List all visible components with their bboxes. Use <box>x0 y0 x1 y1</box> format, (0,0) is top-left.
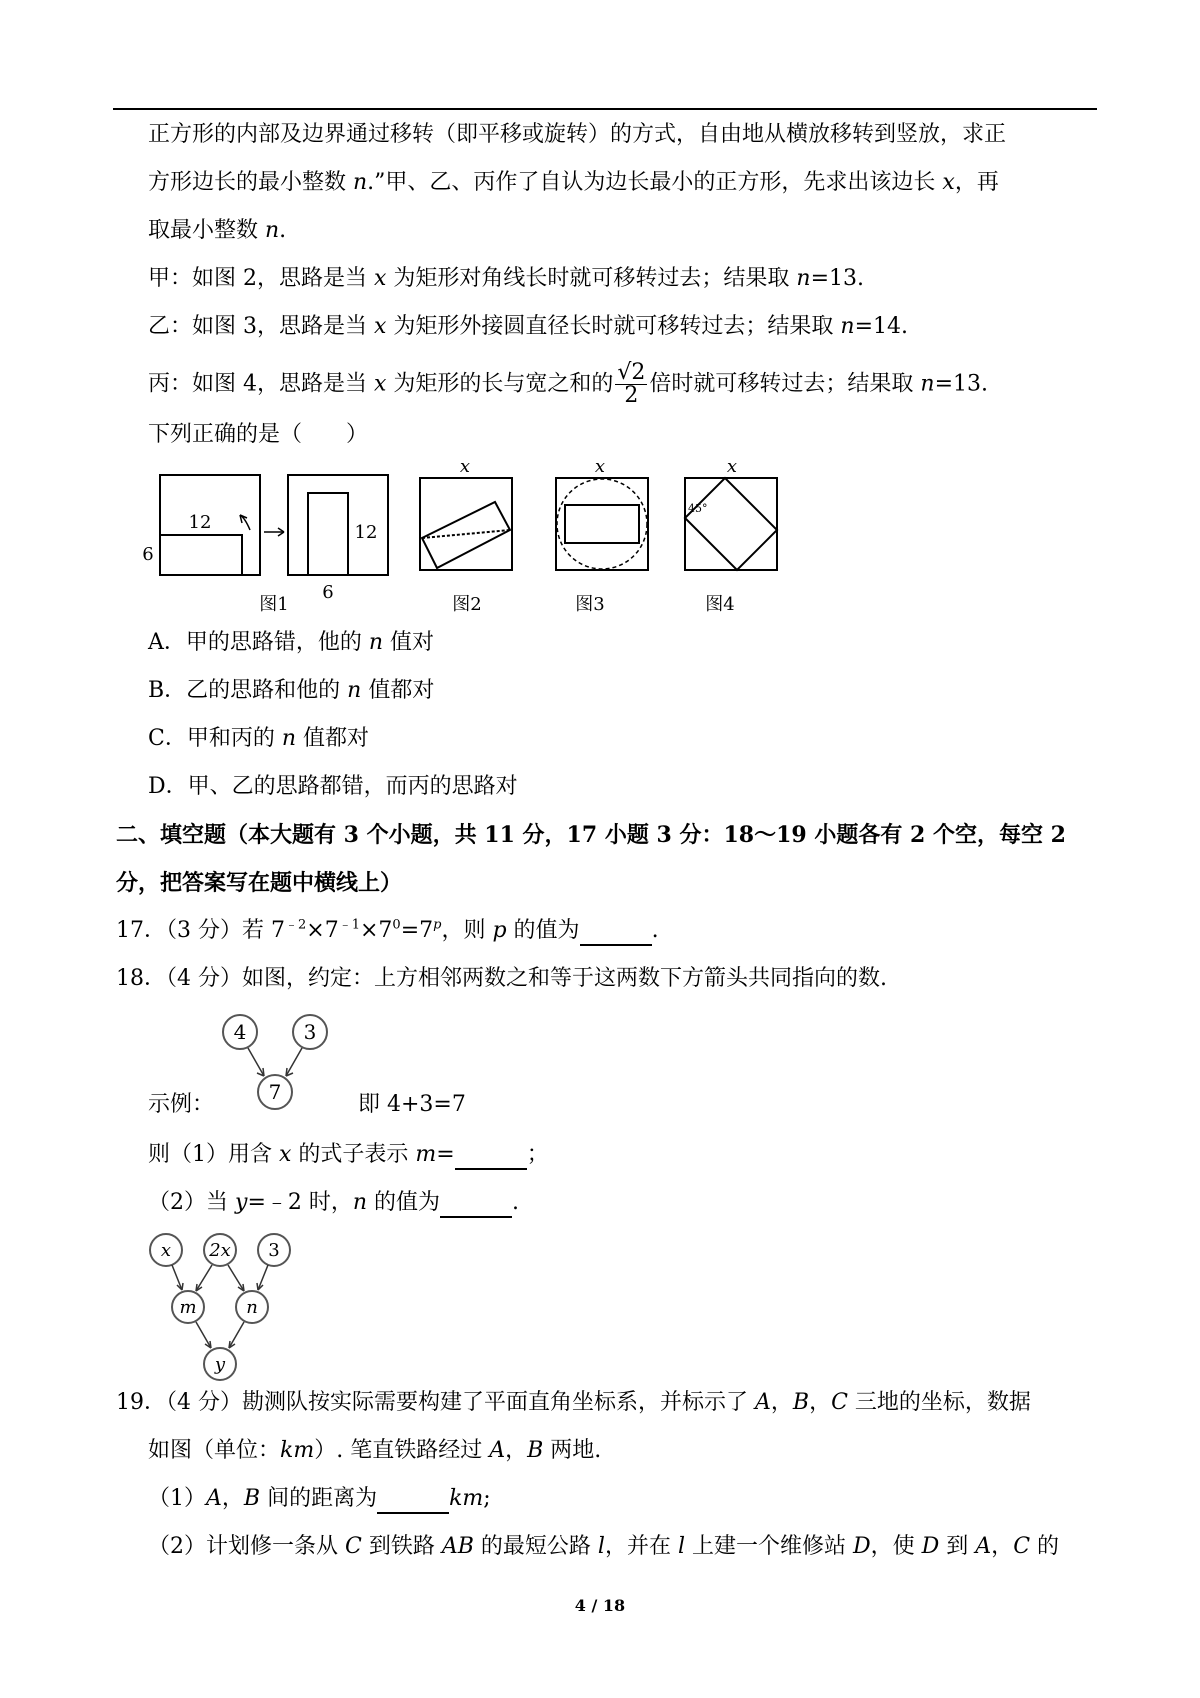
view-bing: 丙：如图 4，思路是当 x 为矩形的长与宽之和的 $\frac{√2}{2}$ 倍时就可移转过去；结果取 n=13. <box>148 360 989 408</box>
svg-text:x: x <box>160 1240 172 1261</box>
fig4-label-angle: 45° <box>688 502 708 515</box>
header-rule <box>113 108 1097 110</box>
fig2-label-x: x <box>459 460 471 477</box>
option-d[interactable]: D．甲、乙的思路都错，而丙的思路对 <box>148 774 518 799</box>
question-17: 17．（3 分）若 $7^{﹣2}\times 7^{﹣1}\times 7^0=7^p$，则 p 的值为 . <box>116 916 659 946</box>
fig3-circumcircle <box>557 479 647 569</box>
svg-text:n: n <box>246 1297 258 1318</box>
option-c[interactable]: C．甲和丙的 n 值都对 <box>148 726 369 751</box>
option-a[interactable]: A．甲的思路错，他的 n 值对 <box>148 630 435 655</box>
sqrt2-over-2-fraction: $\frac{√2}{2}$ <box>617 360 646 408</box>
figure-3 <box>556 460 648 615</box>
svg-text:3: 3 <box>268 1240 280 1261</box>
option-b[interactable]: B．乙的思路和他的 n 值都对 <box>148 678 435 703</box>
fig4-caption: 图4 <box>705 594 735 615</box>
fig1-label-right: 12 <box>354 522 378 543</box>
svg-text:y: y <box>214 1354 226 1375</box>
question-18-stem: 18．（4 分）如图，约定：上方相邻两数之和等于这两数下方箭头共同指向的数. <box>116 966 887 991</box>
fig3-caption: 图3 <box>575 594 605 615</box>
figure-1 <box>142 475 388 615</box>
fig2-square <box>420 478 512 570</box>
q18-tree-diagram <box>148 1232 308 1382</box>
fig4-square <box>685 478 777 570</box>
q18-part2-blank[interactable] <box>440 1192 512 1218</box>
svg-text:3: 3 <box>303 1020 317 1044</box>
figure-2 <box>420 460 512 615</box>
figure-4 <box>685 460 777 615</box>
q18-part1-blank[interactable] <box>455 1144 527 1170</box>
fig1-label-bottom: 6 <box>322 582 334 603</box>
section2-heading-line-2: 分，把答案写在题中横线上） <box>116 870 403 896</box>
intro-line-3: 取最小整数 n. <box>148 218 287 243</box>
intro-line-1: 正方形的内部及边界通过移转（即平移或旋转）的方式，自由地从横放移转到竖放，求正 <box>148 122 1007 147</box>
question16-prompt: 下列正确的是（ ） <box>148 422 369 447</box>
svg-text:7: 7 <box>268 1080 282 1104</box>
view-jia: 甲：如图 2，思路是当 x 为矩形对角线长时就可移转过去；结果取 n=13. <box>148 266 864 291</box>
q18-example-label: 示例： <box>148 1092 215 1117</box>
fig3-inscribed-rect <box>565 505 639 543</box>
section2-heading-line-1: 二、填空题（本大题有 3 个小题，共 11 分，17 小题 3 分：18～19 小题各有 2 个空，每空 2 <box>116 822 1066 848</box>
fig1-label-top: 12 <box>188 512 212 533</box>
svg-text:m: m <box>179 1297 197 1318</box>
fig1-caption: 图1 <box>259 594 289 615</box>
question-19-part1: （1）A，B 间的距离为 km; <box>148 1484 491 1514</box>
q16-figures <box>140 460 820 620</box>
svg-text:2x: 2x <box>209 1240 231 1261</box>
fig1-rect-vertical <box>308 493 348 575</box>
view-yi: 乙：如图 3，思路是当 x 为矩形外接圆直径长时就可移转过去；结果取 n=14. <box>148 314 908 339</box>
q18-example-equation: 即 4+3=7 <box>358 1092 466 1117</box>
page-number: 4 / 18 <box>574 1596 626 1615</box>
fig4-rotated-rect <box>685 478 777 570</box>
svg-text:4: 4 <box>233 1020 247 1044</box>
q18-part1: 则（1）用含 x 的式子表示 m= ； <box>148 1140 549 1170</box>
intro-line-2: 方形边长的最小整数 n.”甲、乙、丙作了自认为边长最小的正方形，先求出该边长 x，再 <box>148 170 999 195</box>
q18-example-diagram <box>218 1010 338 1120</box>
fig3-label-x: x <box>594 460 606 477</box>
fig2-tilted-rect <box>422 502 510 568</box>
question-19-line-2: 如图（单位：km）. 笔直铁路经过 A，B 两地. <box>148 1438 602 1463</box>
fig2-caption: 图2 <box>452 594 482 615</box>
fig1-rect-horizontal <box>160 535 242 575</box>
fig1-label-left: 6 <box>142 544 154 565</box>
fig4-label-x: x <box>726 460 738 477</box>
question-19-part2: （2）计划修一条从 C 到铁路 AB 的最短公路 l，并在 l 上建一个维修站 D，使 D 到 A，C 的 <box>148 1534 1060 1559</box>
q18-part2: （2）当 y=﹣2 时，n 的值为 . <box>148 1188 519 1218</box>
q19-part1-blank[interactable] <box>377 1488 449 1514</box>
q17-answer-blank[interactable] <box>580 920 652 946</box>
question-19-line-1: 19．（4 分）勘测队按实际需要构建了平面直角坐标系，并标示了 A，B，C 三地的坐标，数据 <box>116 1390 1031 1415</box>
